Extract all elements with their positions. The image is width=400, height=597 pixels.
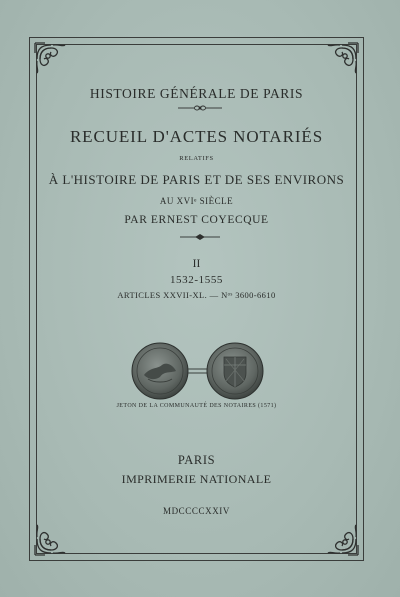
fleuron-divider-icon — [176, 233, 224, 241]
publisher-name: IMPRIMERIE NATIONALE — [121, 472, 272, 486]
book-subtitle: À L'HISTOIRE DE PARIS ET DE SES ENVIRONS — [48, 172, 345, 187]
corner-ornament-icon — [322, 519, 362, 559]
century-label: AU XVIᵉ SIÈCLE — [159, 196, 234, 206]
publisher-city: PARIS — [177, 453, 216, 467]
articles-range: ARTICLES XXVII-XL. — Nᵒˢ 3600-6610 — [117, 290, 276, 300]
token-reverse-icon — [207, 343, 263, 399]
volume-number: II — [192, 258, 201, 270]
series-title: HISTOIRE GÉNÉRALE DE PARIS — [89, 86, 304, 101]
book-title: RECUEIL D'ACTES NOTARIÉS — [69, 127, 324, 146]
author-line: PAR ERNEST COYECQUE — [124, 214, 269, 226]
corner-ornament-icon — [322, 39, 362, 79]
corner-ornament-icon — [31, 39, 71, 79]
relatifs-label: RELATIFS — [179, 155, 214, 162]
corner-ornament-icon — [31, 519, 71, 559]
token-caption: JETON DE LA COMMUNAUTÉ DES NOTAIRES (1571) — [116, 403, 277, 409]
publication-year: MDCCCCXXIV — [162, 506, 230, 516]
year-range: 1532-1555 — [169, 274, 224, 286]
notary-token-image — [130, 341, 265, 401]
fleuron-divider-icon — [176, 104, 224, 112]
token-obverse-icon — [132, 343, 188, 399]
